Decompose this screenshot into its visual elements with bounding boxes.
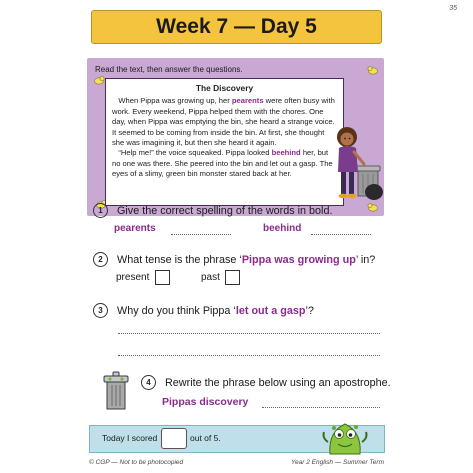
answer-word-pearents: pearents bbox=[114, 223, 156, 234]
answer-line[interactable] bbox=[118, 333, 380, 334]
story-text: When Pippa was growing up, her bbox=[118, 96, 232, 106]
question-text bbox=[117, 254, 375, 266]
score-label-after: out of 5. bbox=[190, 433, 221, 443]
story-keyword: pearents bbox=[231, 96, 264, 106]
footer-subject: Year 2 English — Summer Term bbox=[291, 459, 384, 466]
question-text-part: ’? bbox=[305, 304, 314, 317]
girl-with-bin-illustration bbox=[334, 126, 384, 204]
question-number: 2 bbox=[93, 252, 108, 267]
option-label-present: present bbox=[116, 272, 150, 283]
bin-monster-illustration bbox=[322, 410, 368, 456]
question-phrase: Pippa was growing up bbox=[241, 253, 356, 266]
bird-icon bbox=[367, 65, 379, 75]
story-paragraph bbox=[112, 148, 337, 179]
phrase-to-rewrite: Pippas discovery bbox=[162, 396, 249, 408]
instruction-text: Read the text, then answer the questions. bbox=[95, 65, 243, 74]
footer-copyright: © CGP — Not to be photocopied bbox=[89, 459, 184, 466]
question-text: Give the correct spelling of the words in bold. bbox=[117, 204, 333, 217]
question-text-part: Why do you think Pippa ‘ bbox=[117, 304, 236, 317]
question-text-part: What tense is the phrase ‘ bbox=[117, 253, 242, 266]
story-text: were often busy with work. Every weekend, Pippa helped them with the chores. One day, when Pippa was emptying the bin, she heard a strange voice. It seemed to be coming from inside the bin. At first, she thought she was imagining it, but then she heard it again. bbox=[112, 96, 335, 148]
answer-word-beehind: beehind bbox=[263, 223, 302, 234]
tickbox-past[interactable] bbox=[225, 270, 240, 285]
question-text bbox=[117, 305, 314, 317]
page-title: Week 7 — Day 5 bbox=[156, 15, 317, 38]
story-box bbox=[105, 78, 344, 206]
answer-line[interactable] bbox=[262, 407, 380, 408]
question-3 bbox=[93, 303, 314, 318]
story-keyword: beehind bbox=[271, 148, 301, 158]
reading-panel bbox=[87, 58, 384, 216]
question-number: 4 bbox=[141, 375, 156, 390]
score-label-before: Today I scored bbox=[102, 433, 158, 443]
score-input-box[interactable] bbox=[161, 428, 187, 449]
question-text: Rewrite the phrase below using an apostrophe. bbox=[165, 376, 391, 389]
question-4 bbox=[141, 375, 391, 390]
question-phrase: let out a gasp bbox=[235, 304, 306, 317]
story-text: her, but no one was there. She peered into the bin and let out a gasp. The eyes of a slimy, green bin monster stared back at her. bbox=[112, 148, 333, 179]
page-number: 35 bbox=[449, 5, 457, 12]
answer-line[interactable] bbox=[311, 234, 371, 235]
option-label-past: past bbox=[201, 272, 220, 283]
answer-line[interactable] bbox=[171, 234, 231, 235]
question-text-part: ’ in? bbox=[355, 253, 376, 266]
answer-line[interactable] bbox=[118, 355, 380, 356]
question-1 bbox=[93, 203, 332, 218]
question-number: 3 bbox=[93, 303, 108, 318]
title-banner bbox=[91, 10, 382, 44]
question-number: 1 bbox=[93, 203, 108, 218]
story-text: “Help me!” the voice squeaked. Pippa looked bbox=[118, 148, 272, 158]
bird-icon bbox=[93, 75, 105, 85]
question-2 bbox=[93, 252, 375, 267]
story-paragraph bbox=[112, 96, 337, 148]
trash-bin-icon bbox=[101, 370, 131, 412]
tickbox-present[interactable] bbox=[155, 270, 170, 285]
story-title: The Discovery bbox=[195, 83, 254, 93]
